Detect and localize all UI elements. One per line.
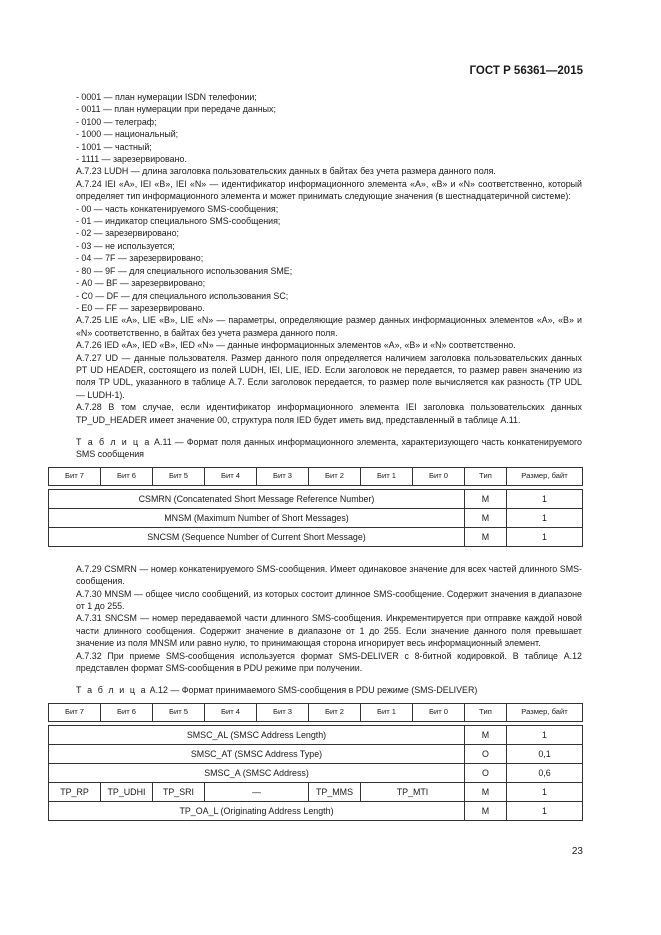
table-caption-a11 [76, 436, 582, 461]
table-caption-a12 [76, 684, 582, 696]
field-type: O [465, 744, 507, 763]
column-header: Бит 5 [153, 703, 205, 721]
list-item: - 1001 — частный; [76, 141, 152, 152]
field-size: 0,6 [507, 763, 583, 782]
table-a12 [48, 703, 583, 821]
paragraph-a727: А.7.27 UD — данные пользователя. Размер данного поля определяется наличием заголовка пользовательских данных PT UD HEADER, состоящего из полей LUDH, IEI, LIE, IED. Если заголовок не передается, то размер равен значению из поля TP UDL, указанного в таблице А.7. Если заголовок передается, то размер поле вычисляется как разность (TP UDL — LUDH-1). [76, 352, 582, 400]
field-size: 1 [507, 782, 583, 801]
column-header: Бит 3 [257, 467, 309, 485]
field-name: SNCSM (Sequence Number of Current Short Message) [49, 527, 465, 546]
field-type: M [465, 508, 507, 527]
paragraph-a729: А.7.29 CSMRN — номер конкатенируемого SMS-сообщения. Имеет одинаковое значение для всех частей длинного SMS-сообщения. [76, 563, 582, 587]
list-item: - 1111 — зарезервировано. [76, 154, 187, 165]
list-item: - Е0 — FF — зарезервировано. [76, 302, 205, 313]
list-item: - 0001 — план нумерации ISDN телефонии; [76, 92, 257, 102]
list-item: - 1000 — национальный; [76, 129, 179, 140]
column-header: Бит 4 [205, 703, 257, 721]
caption-prefix: Т а б л и ц а [76, 436, 151, 447]
column-header: Размер, байт [507, 467, 583, 485]
field-size: 1 [507, 801, 583, 820]
field-size: 1 [507, 489, 583, 508]
caption-text: А.12 — Формат принимаемого SMS-сообщения в PDU режиме (SMS-DELIVER) [147, 685, 478, 696]
column-header: Размер, байт [507, 703, 583, 721]
column-header: Бит 6 [101, 467, 153, 485]
paragraph-a731: А.7.31 SNCSM — номер передаваемой части длинного SMS-сообщения. Инкрементируется при отправке каждой новой части длинного сообщения. Содержит значение в диапазоне от 1 до 255. Если значение данного поля превышает значение из поля MNSM или равно нулю, то принимающая сторона игнорирует весь информационный элемент. [76, 613, 582, 649]
list-item: - 02 — зарезервировано; [76, 228, 180, 239]
caption-text: А.11 — Формат поля данных информационного элемента, характеризующего часть конкатенируемого SMS сообщения [76, 436, 582, 460]
column-header: Бит 7 [49, 703, 101, 721]
bit-field: TP_RP [49, 782, 101, 801]
paragraph-a723: А.7.23 LUDH — длина заголовка пользовательских данных в байтах без учета размера данного поля. [76, 166, 496, 177]
paragraph-a732: А.7.32 При приеме SMS-сообщения используется формат SMS-DELIVER с 8-битной кодировкой. В таблице А.12 представлен формат SMS-сообщения в PDU режиме при получении. [76, 650, 582, 674]
column-header: Бит 3 [257, 703, 309, 721]
column-header: Тип [465, 467, 507, 485]
paragraph-a724: А.7.24 IEI «А», IEI «В», IEI «N» — идентификатор информационного элемента «А», «В» и «N» соответственно, который определяет тип информационного элемента и может принимать следующие значения (в шестнадцатеричной системе): [76, 178, 582, 202]
list-item: - 0100 — телеграф; [76, 116, 157, 127]
field-size: 0,1 [507, 744, 583, 763]
list-item: - А0 — BF — зарезервировано; [76, 278, 206, 289]
bit-field: TP_MTI [361, 782, 465, 801]
paragraph-a725: А.7.25 LIE «А», LIE «В», LIE «N» — параметры, определяющие размер данных информационных элементов «А», «В» и «N» соответственно, в байтах без учета размера данного поля. [76, 315, 582, 338]
column-header: Бит 0 [413, 467, 465, 485]
table-row [49, 725, 583, 744]
field-type: M [465, 527, 507, 546]
bit-field: TP_UDHI [101, 782, 153, 801]
field-size: 1 [507, 725, 583, 744]
field-size: 1 [507, 508, 583, 527]
table-header-row [49, 467, 583, 485]
paragraph-a728: А.7.28 В том случае, если идентификатор информационного элемента IEI заголовка пользовательских данных TP_UD_HEADER имеет значение 00, структура поля IED будет иметь вид, представленный в таблице А.11. [76, 402, 582, 425]
table-row [49, 744, 583, 763]
field-type: M [465, 782, 507, 801]
list-item: - С0 — DF — для специального использования SC; [76, 290, 289, 301]
column-header: Бит 5 [153, 467, 205, 485]
list-item: - 01 — индикатор специального SMS-сообщения; [76, 216, 281, 227]
column-header: Бит 2 [309, 467, 361, 485]
field-name: MNSM (Maximum Number of Short Messages) [49, 508, 465, 527]
table-row [49, 508, 583, 527]
list-item: - 04 — 7F — зарезервировано; [76, 253, 204, 264]
column-header: Бит 7 [49, 467, 101, 485]
standard-header: ГОСТ Р 56361—2015 [469, 65, 583, 77]
field-type: M [465, 725, 507, 744]
paragraph-a726: А.7.26 IED «А», IED «В», IED «N» — данные информационных элементов «А», «В» и «N» соответственно. [76, 340, 516, 351]
field-name: CSMRN (Concatenated Short Message Reference Number) [49, 489, 465, 508]
list-item: - 0011 — план нумерации при передаче данных; [76, 104, 276, 115]
column-header: Бит 0 [413, 703, 465, 721]
table-row [49, 801, 583, 820]
field-type: M [465, 801, 507, 820]
body-text [60, 91, 582, 821]
column-header: Тип [465, 703, 507, 721]
table-row [49, 763, 583, 782]
column-header: Бит 1 [361, 467, 413, 485]
field-name: SMSC_AL (SMSC Address Length) [49, 725, 465, 744]
table-header-row [49, 703, 583, 721]
bit-field: TP_SRI [153, 782, 205, 801]
caption-prefix: Т а б л и ц а [76, 685, 148, 696]
page-number: 23 [571, 846, 583, 857]
table-row-bits [49, 782, 583, 801]
field-name: TP_OA_L (Originating Address Length) [49, 801, 465, 820]
field-name: SMSC_A (SMSC Address) [49, 763, 465, 782]
bit-field: — [205, 782, 309, 801]
field-type: M [465, 489, 507, 508]
column-header: Бит 1 [361, 703, 413, 721]
table-row [49, 527, 583, 546]
column-header: Бит 6 [101, 703, 153, 721]
field-name: SMSC_AT (SMSC Address Type) [49, 744, 465, 763]
bit-field: TP_MMS [309, 782, 361, 801]
column-header: Бит 2 [309, 703, 361, 721]
table-a11 [48, 467, 583, 547]
list-item: - 80 — 9F — для специального использования SME; [76, 265, 293, 276]
field-type: O [465, 763, 507, 782]
field-size: 1 [507, 527, 583, 546]
table-row [49, 489, 583, 508]
list-item: - 03 — не используется; [76, 240, 175, 251]
paragraph-a730: А.7.30 MNSM — общее число сообщений, из которых состоит длинное SMS-сообщение. Содержит значения в диапазоне от 1 до 255. [76, 588, 582, 611]
list-item: - 00 — часть конкатенируемого SMS-сообщения; [76, 203, 279, 214]
column-header: Бит 4 [205, 467, 257, 485]
